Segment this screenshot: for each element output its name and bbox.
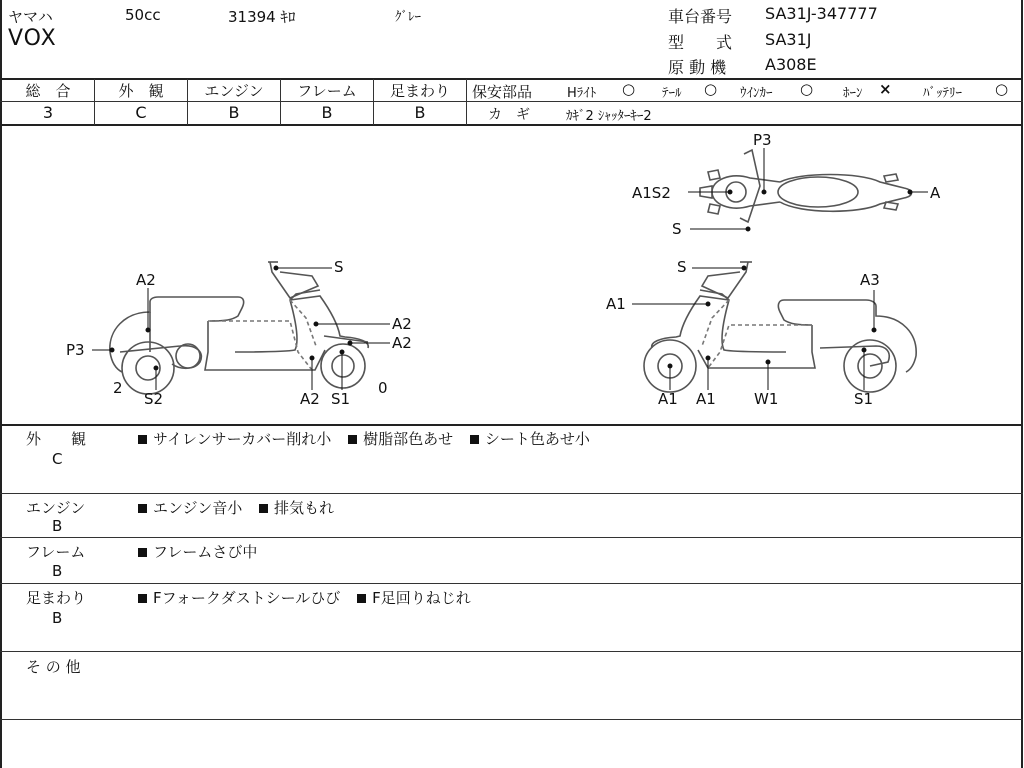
bullet-square-icon (357, 594, 366, 603)
label-a2-floor: A2 (300, 390, 320, 408)
frame-no-label: 車台番号 (668, 7, 733, 26)
bullet-square-icon (348, 435, 357, 444)
suspension-grade: B (414, 103, 426, 122)
remarks-divider (0, 493, 1023, 494)
label-a2-seat: A2 (136, 271, 156, 289)
remarks-divider (0, 537, 1023, 538)
headlight-label: Hﾗｲﾄ (567, 86, 597, 101)
label-a-tail-top: A (930, 184, 941, 202)
remarks-suspension-items (138, 587, 483, 608)
remarks-frame-label: フレーム (26, 543, 86, 561)
remark-item: 樹脂部色あせ (348, 430, 453, 448)
remarks-engine-grade: B (52, 517, 63, 535)
label-a1-floor: A1 (696, 390, 716, 408)
engine-grade: B (228, 103, 240, 122)
remarks-divider (0, 583, 1023, 584)
tail-label: ﾃｰﾙ (662, 86, 682, 101)
grade-col-divider (466, 79, 467, 125)
label-w1: W1 (754, 390, 779, 408)
remarks-engine-items (138, 497, 346, 518)
exterior-label: 外 観 (118, 82, 164, 100)
left-side-panel-lines (208, 300, 316, 370)
remarks-suspension-grade: B (52, 609, 63, 627)
remark-item: F足回りねじれ (357, 589, 471, 607)
right-border (1021, 0, 1023, 768)
scooter-top-view-outline (700, 150, 912, 222)
maker: ヤマハ (8, 8, 53, 26)
bullet-square-icon (138, 504, 147, 513)
label-a1-front-cover: A1 (606, 295, 626, 313)
remark-item: 排気もれ (259, 499, 334, 517)
engine-code: A308E (765, 55, 817, 74)
label-s1-rear-right: S1 (854, 390, 874, 408)
label-a2-fender: A2 (392, 334, 412, 352)
label-s1-front-left: S1 (331, 390, 351, 408)
remarks-frame-items (138, 541, 269, 562)
displacement: 50cc (125, 6, 161, 24)
label-a1s2-top: A1S2 (632, 184, 671, 202)
body-color: ｸﾞﾚｰ (395, 10, 421, 25)
label-s-top: S (672, 220, 682, 238)
horn-label: ﾎｰﾝ (843, 86, 863, 101)
remarks-engine-label: エンジン (26, 499, 86, 517)
overall-grade: 3 (42, 103, 54, 122)
key-label: カ ギ (488, 107, 530, 123)
key-value: ｶｷﾞ2 ｼｬｯﾀｰｷｰ2 (566, 109, 652, 124)
horn-mark: × (879, 80, 892, 98)
winker-mark: ○ (800, 80, 814, 98)
battery-label: ﾊﾞｯﾃﾘｰ (923, 86, 962, 101)
remarks-exterior-grade: C (52, 450, 63, 468)
engine-label: 原 動 機 (668, 58, 727, 77)
right-side-panel-lines (702, 300, 812, 368)
label-a3-seat: A3 (860, 271, 880, 289)
bullet-square-icon (470, 435, 479, 444)
label-s-handle-left: S (334, 258, 344, 276)
headlight-mark: ○ (622, 80, 636, 98)
remark-item: フレームさび中 (138, 543, 257, 561)
battery-mark: ○ (995, 80, 1009, 98)
label-two: 2 (113, 379, 123, 397)
suspension-grade-label: 足まわり (389, 82, 450, 100)
frame-grade: B (321, 103, 333, 122)
remarks-other-label: そ の 他 (26, 658, 81, 676)
remarks-frame-grade: B (52, 562, 63, 580)
label-a2-front-cover: A2 (392, 315, 412, 333)
remarks-exterior-items (138, 428, 602, 449)
label-p3-top: P3 (753, 131, 772, 149)
frame-no: SA31J-347777 (765, 4, 878, 23)
model-code: SA31J (765, 30, 812, 49)
remarks-divider (0, 719, 1023, 720)
label-p3-rear: P3 (66, 341, 85, 359)
winker-label: ｳｲﾝｶｰ (740, 86, 773, 101)
damage-diagram (0, 126, 1020, 423)
mileage: 31394 ｷﾛ (228, 8, 296, 26)
tail-mark: ○ (704, 80, 718, 98)
label-a1-wheel: A1 (658, 390, 678, 408)
model-name: VOX (8, 26, 57, 51)
bullet-square-icon (138, 594, 147, 603)
remark-item: Fフォークダストシールひび (138, 589, 340, 607)
overall-label: 総 合 (25, 82, 71, 100)
remarks-exterior-label: 外 観 (26, 430, 87, 448)
diagram-bottom-divider (0, 424, 1023, 426)
bullet-square-icon (138, 435, 147, 444)
safety-label: 保安部品 (472, 83, 533, 101)
engine-grade-label: エンジン (204, 82, 264, 100)
bullet-square-icon (259, 504, 268, 513)
exterior-grade: C (135, 103, 147, 122)
model-label: 型 式 (668, 33, 733, 52)
bullet-square-icon (138, 548, 147, 557)
leader-lines (92, 148, 928, 390)
remarks-divider (0, 651, 1023, 652)
label-zero: 0 (378, 379, 388, 397)
remark-item: サイレンサーカバー削れ小 (138, 430, 331, 448)
label-s-handle-right: S (677, 258, 687, 276)
remark-item: シート色あせ小 (470, 430, 590, 448)
remark-item: エンジン音小 (138, 499, 242, 517)
label-s2-muffler: S2 (144, 390, 164, 408)
frame-grade-label: フレーム (297, 82, 357, 100)
remarks-suspension-label: 足まわり (26, 589, 87, 607)
